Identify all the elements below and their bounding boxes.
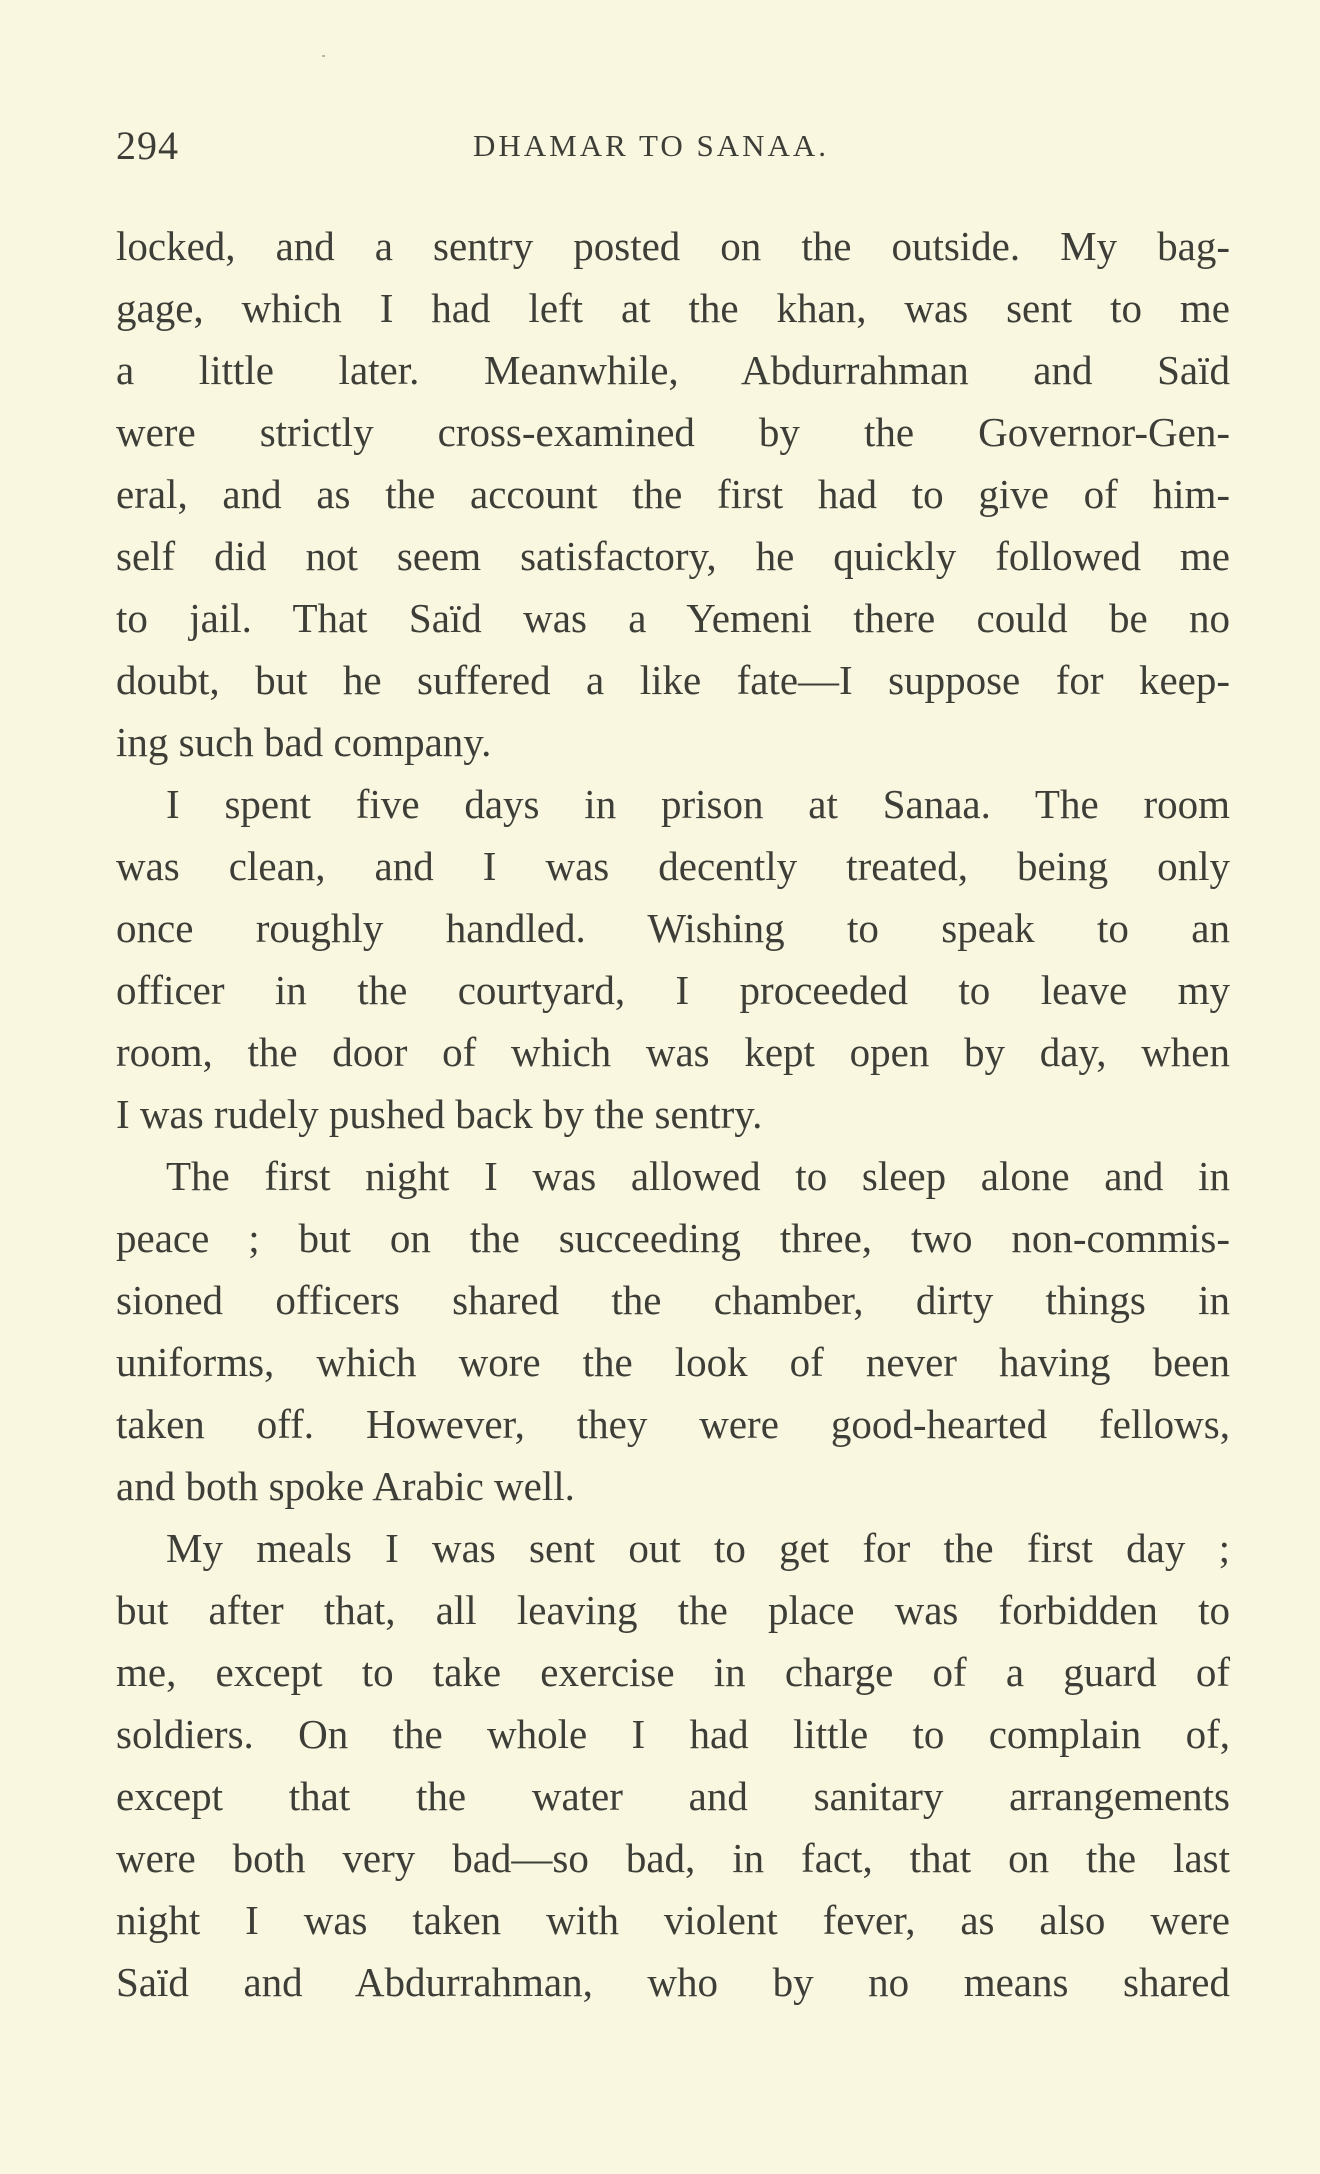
text-line: officer in the courtyard, I proceeded to leave my	[116, 967, 1230, 1013]
text-line: were strictly cross-examined by the Governor-Gen-	[116, 409, 1230, 455]
text-line: doubt, but he suffered a like fate—I suppose for keep-	[116, 657, 1230, 703]
text-line: eral, and as the account the first had to give of him-	[116, 471, 1230, 517]
text-line: but after that, all leaving the place was forbidden to	[116, 1587, 1230, 1633]
text-line: I was rudely pushed back by the sentry.	[116, 1091, 763, 1137]
text-line: self did not seem satisfactory, he quickly followed me	[116, 533, 1230, 579]
text-line: peace ; but on the succeeding three, two non-commis-	[116, 1215, 1230, 1261]
text-line: except that the water and sanitary arrangements	[116, 1773, 1230, 1819]
text-line: a little later. Meanwhile, Abdurrahman and Saïd	[116, 347, 1230, 393]
text-line: ing such bad company.	[116, 719, 492, 765]
text-line: once roughly handled. Wishing to speak to an	[116, 905, 1230, 951]
text-line: to jail. That Saïd was a Yemeni there could be no	[116, 595, 1230, 641]
text-line: me, except to take exercise in charge of a guard of	[116, 1649, 1230, 1695]
running-head: DHAMAR TO SANAA.	[473, 128, 830, 163]
text-line: room, the door of which was kept open by day, when	[116, 1029, 1230, 1075]
text-line: sioned officers shared the chamber, dirty things in	[116, 1277, 1230, 1323]
text-line: were both very bad—so bad, in fact, that on the last	[116, 1835, 1230, 1881]
text-line: uniforms, which wore the look of never having been	[116, 1339, 1230, 1385]
page-number: 294	[116, 123, 179, 168]
text-line: taken off. However, they were good-hearted fellows,	[116, 1401, 1230, 1447]
text-line: locked, and a sentry posted on the outside. My bag-	[116, 223, 1230, 269]
paper-speck	[322, 55, 325, 57]
text-line: gage, which I had left at the khan, was sent to me	[116, 285, 1230, 331]
text-line: The first night I was allowed to sleep alone and in	[166, 1153, 1230, 1199]
page-header	[116, 122, 1230, 182]
text-line: and both spoke Arabic well.	[116, 1463, 575, 1509]
text-line: I spent five days in prison at Sanaa. The room	[166, 781, 1230, 827]
body-text	[116, 215, 1230, 2013]
text-line: night I was taken with violent fever, as also were	[116, 1897, 1230, 1943]
text-line: soldiers. On the whole I had little to complain of,	[116, 1711, 1230, 1757]
text-line: was clean, and I was decently treated, being only	[116, 843, 1230, 889]
text-line: My meals I was sent out to get for the first day ;	[166, 1525, 1230, 1571]
text-line: Saïd and Abdurrahman, who by no means shared	[116, 1959, 1230, 2005]
